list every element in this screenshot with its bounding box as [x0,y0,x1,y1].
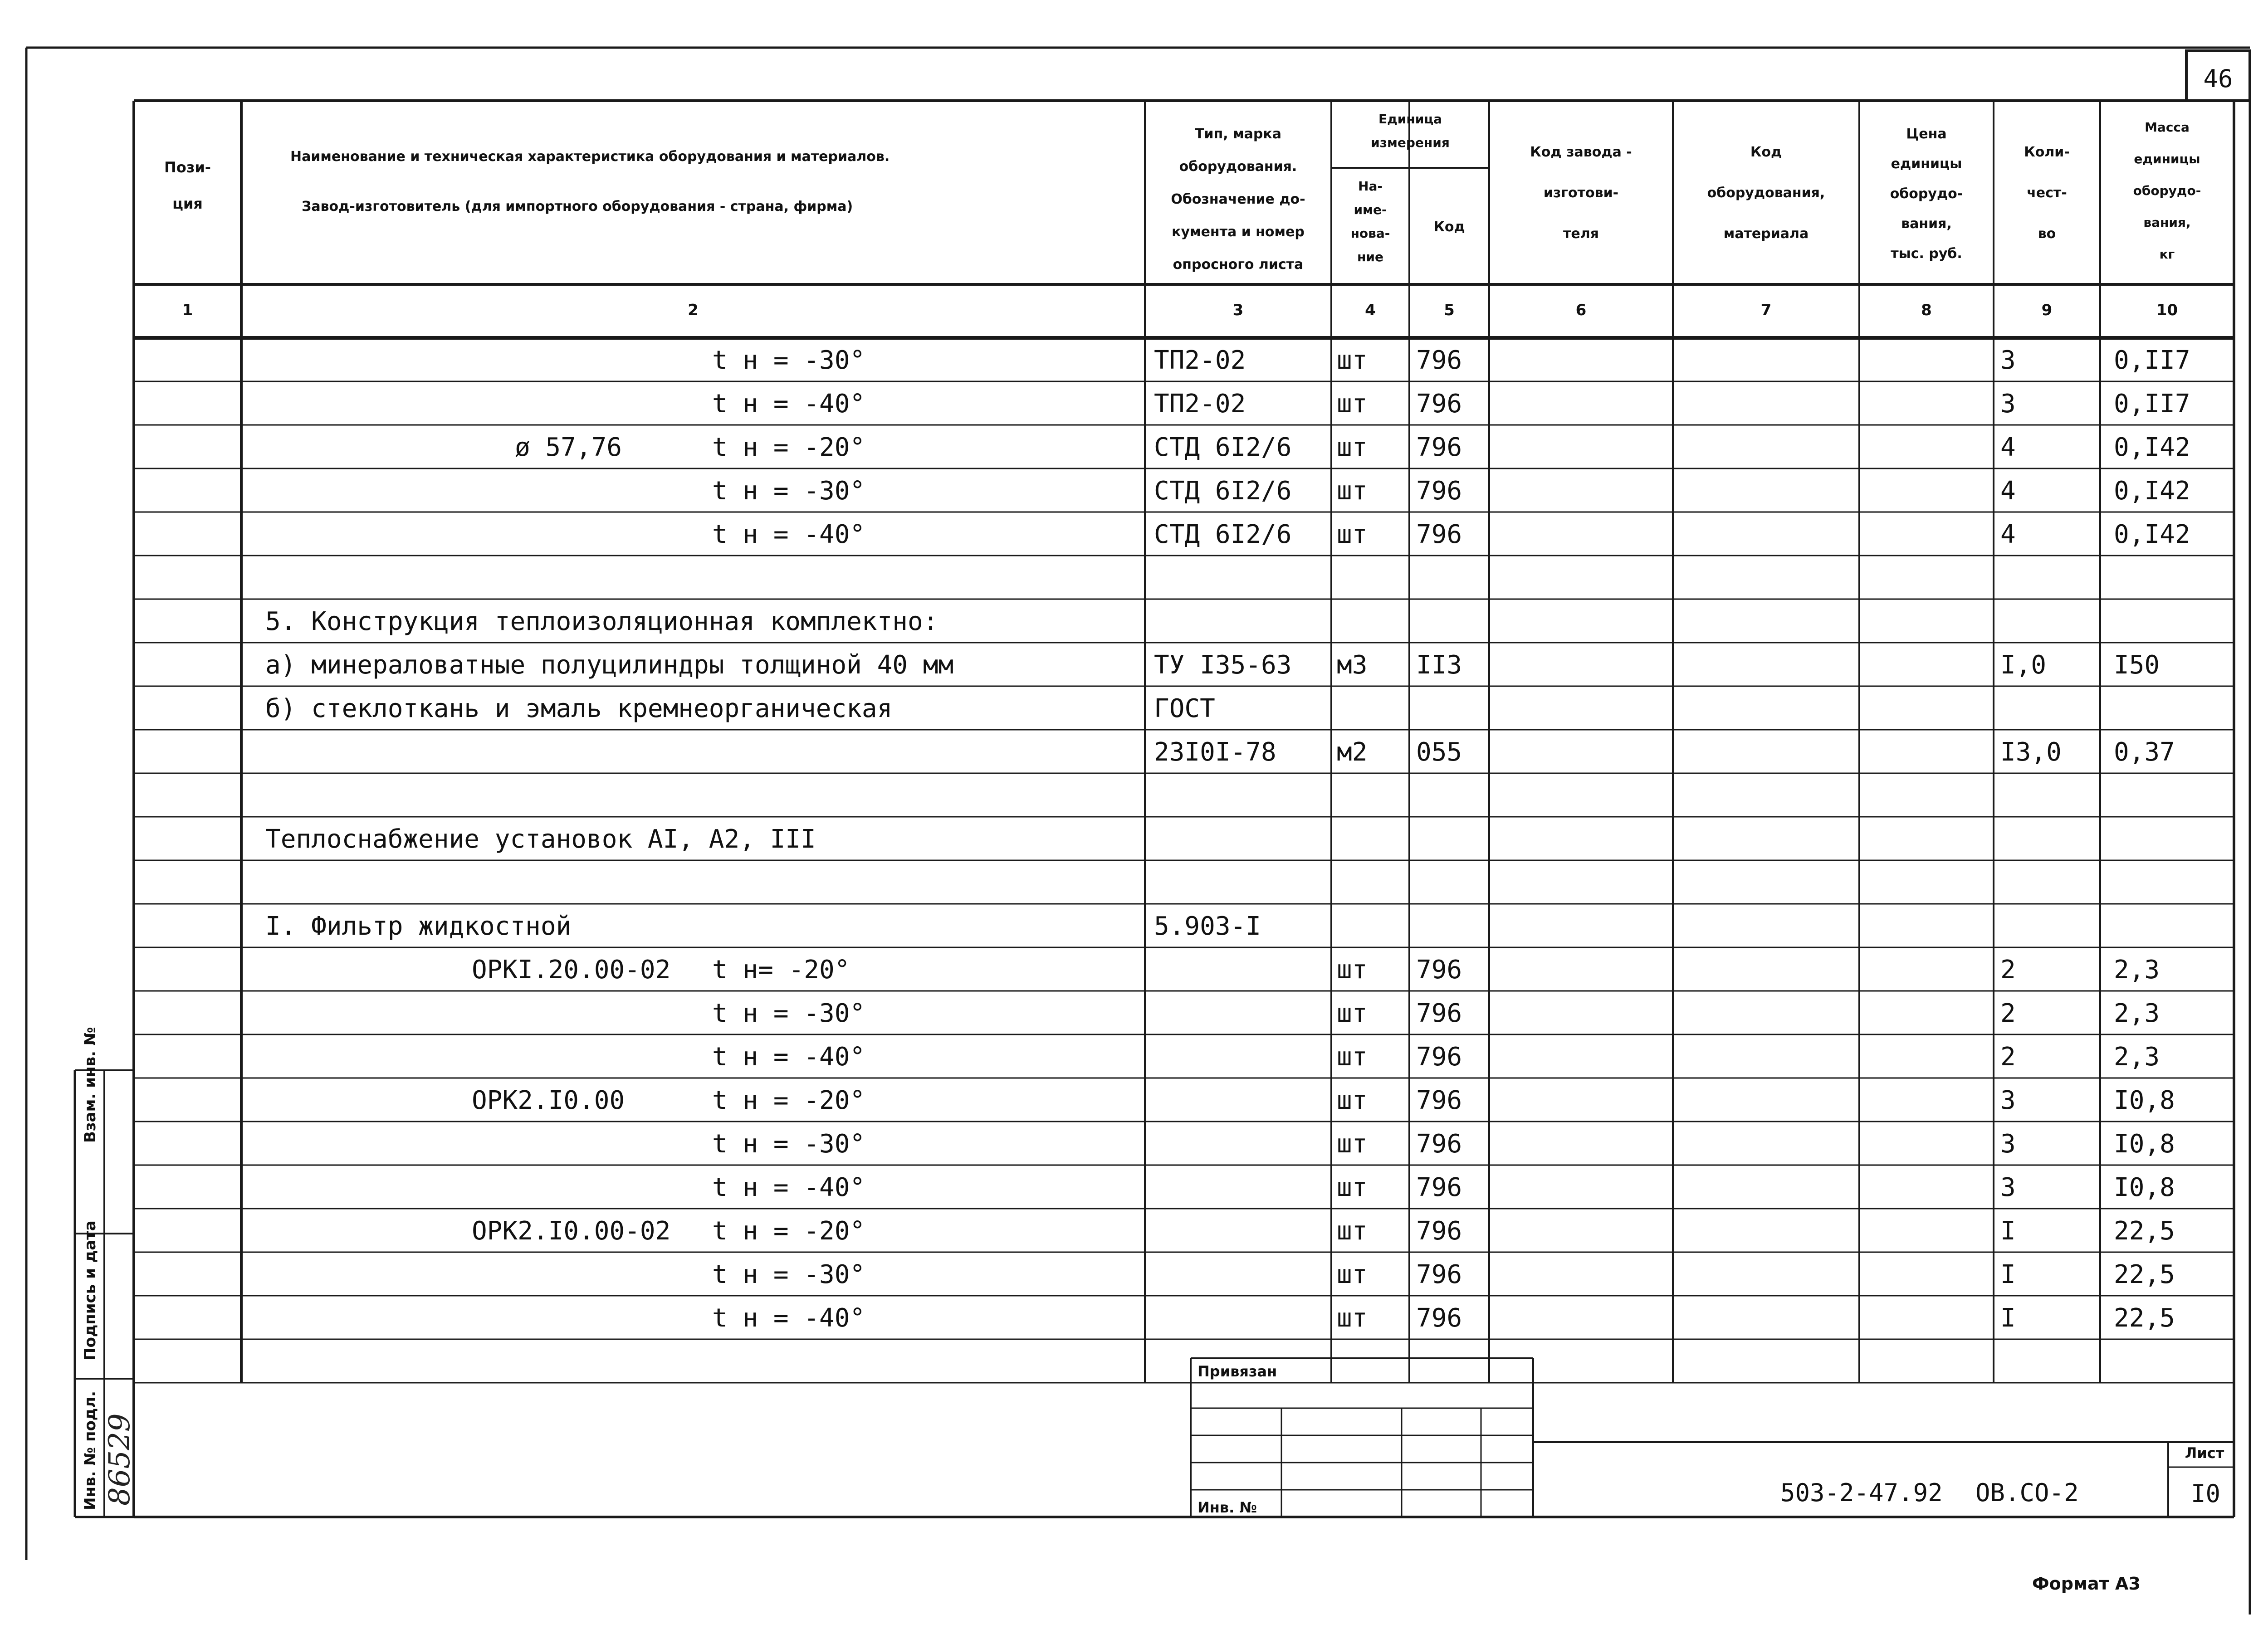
row-quantity: I [2000,1260,2016,1289]
row-name-temperature: t н = -30° [712,999,865,1028]
row-unit: шт [1337,520,1368,549]
hdr-col10-line: кг [2159,247,2175,262]
row-unit: шт [1337,1042,1368,1072]
row-mass: 0,II7 [2114,346,2190,375]
row-name-prefix: ОРК2.I0.00-02 [472,1216,671,1246]
row-type: 5.903-I [1154,912,1261,941]
column-number: 1 [182,301,193,319]
hdr-col7-line: материала [1723,226,1809,242]
row-type: СТД 6I2/6 [1154,520,1292,549]
hdr-col9-line: чест- [2027,185,2067,201]
row-unit-code: 796 [1416,520,1462,549]
hdr-col6-line: изготови- [1543,185,1619,201]
column-number: 7 [1760,301,1772,319]
row-name: 5. Конструкция теплоизоляционная комплектно: [265,607,938,636]
row-mass: 0,37 [2114,737,2175,767]
hdr-col6-line: теля [1563,226,1599,242]
row-name-prefix: ОРК2.I0.00 [472,1086,625,1115]
hdr-col3-line: кумента и номер [1172,224,1305,240]
table-row [1154,737,2175,767]
table-row [515,433,2190,462]
hdr-col1-line: ция [172,195,203,212]
row-name: Теплоснабжение установок AI, A2, III [265,824,816,854]
row-quantity: 3 [2000,346,2016,375]
row-type: ТП2-02 [1154,389,1246,419]
hdr-col10-line: Масса [2145,120,2190,135]
row-name-temperature: t н = -40° [712,1303,865,1333]
row-name-temperature: t н = -40° [712,520,865,549]
side-stamp-label-1: Взам. инв. № [81,1027,99,1143]
row-quantity: I [2000,1303,2016,1333]
hdr-col8-line: вания, [1901,216,1952,232]
row-mass: I0,8 [2114,1173,2175,1202]
row-name-temperature: t н = -30° [712,346,865,375]
row-type: СТД 6I2/6 [1154,433,1292,462]
document-mark: ОВ.СО-2 [1975,1478,2079,1507]
hdr-col4-line: нова- [1350,226,1390,241]
row-name-temperature: t н = -40° [712,1173,865,1202]
hdr-col7-line: оборудования, [1707,185,1825,201]
row-mass: 22,5 [2114,1260,2175,1289]
side-stamp-label-2: Подпись и дата [81,1220,99,1361]
table-row [712,1129,2175,1159]
row-unit-code: 796 [1416,955,1462,985]
row-type: СТД 6I2/6 [1154,476,1292,506]
table-row [712,346,2190,375]
table-body [265,346,2190,1333]
row-unit: шт [1337,999,1368,1028]
table-row [712,520,2190,549]
row-unit: шт [1337,1303,1368,1333]
table-row [265,912,1261,941]
row-quantity: 3 [2000,1173,2016,1202]
row-mass: 0,I42 [2114,476,2190,506]
hdr-col3-line: Тип, марка [1195,126,1281,142]
row-mass: 22,5 [2114,1303,2175,1333]
hdr-col5: Код [1433,219,1465,235]
row-mass: 0,I42 [2114,433,2190,462]
row-unit-code: 796 [1416,999,1462,1028]
sheet-number: I0 [2191,1479,2221,1508]
side-stamp-label-3: Инв. № подл. [81,1390,99,1510]
column-numbers [182,301,2178,319]
hdr-col2-line: Наименование и техническая характеристика оборудования и материалов. [290,149,890,165]
row-unit-code: 796 [1416,1216,1462,1246]
row-unit-code: 796 [1416,1042,1462,1072]
row-name-temperature: t н = -30° [712,476,865,506]
table-row [472,1086,2175,1115]
row-type: ТУ I35-63 [1154,650,1292,680]
row-type: ТП2-02 [1154,346,1246,375]
row-name-temperature: t н = -30° [712,1129,865,1159]
inventory-number: 86529 [103,1413,137,1506]
row-name-prefix: ОРКI.20.00-02 [472,955,671,985]
hdr-col10-line: единицы [2134,151,2200,166]
column-number: 6 [1575,301,1587,319]
row-quantity: I [2000,1216,2016,1246]
hdr-col3-line: оборудования. [1179,159,1297,175]
row-quantity: I,0 [2000,650,2047,680]
row-mass: 22,5 [2114,1216,2175,1246]
table-row [712,476,2190,506]
row-mass: 0,II7 [2114,389,2190,419]
hdr-col2-line: Завод-изготовитель (для импортного оборудования - страна, фирма) [302,199,853,215]
document-code: 503-2-47.92 [1780,1478,1943,1507]
format-label: Формат А3 [2032,1574,2141,1594]
table-row [712,1260,2175,1289]
row-unit: шт [1337,346,1368,375]
hdr-col4-line: На- [1358,179,1383,194]
row-quantity: 4 [2000,433,2016,462]
hdr-col3-line: Обозначение до- [1171,191,1305,207]
column-number: 5 [1444,301,1455,319]
hdr-col7-line: Код [1750,144,1782,160]
table-row [472,1216,2175,1246]
hdr-unit-group-line: измерения [1371,135,1450,150]
hdr-col4-line: име- [1354,202,1387,217]
row-unit-code: 796 [1416,389,1462,419]
row-unit-code: 796 [1416,1303,1462,1333]
row-quantity: 2 [2000,1042,2016,1072]
row-name-temperature: t н = -20° [712,1086,865,1115]
row-unit: шт [1337,1129,1368,1159]
table-row [712,999,2160,1028]
hdr-col9-line: во [2038,226,2056,242]
row-quantity: I3,0 [2000,737,2062,767]
row-quantity: 3 [2000,1086,2016,1115]
row-name-temperature: t н = -30° [712,1260,865,1289]
row-unit: м2 [1337,737,1368,767]
row-quantity: 3 [2000,1129,2016,1159]
row-quantity: 3 [2000,389,2016,419]
row-unit-code: 796 [1416,476,1462,506]
column-number: 4 [1365,301,1376,319]
row-name-temperature: t н= -20° [712,955,850,985]
row-unit: м3 [1337,650,1368,680]
hdr-col8-line: Цена [1906,126,1947,142]
row-quantity: 2 [2000,999,2016,1028]
hdr-col4-line: ние [1357,249,1383,264]
hdr-col6-line: Код завода - [1530,144,1632,160]
table-row [712,1042,2160,1072]
row-name-prefix: ø 57,76 [515,433,622,462]
column-number: 3 [1232,301,1244,319]
row-unit-code: 796 [1416,1173,1462,1202]
row-mass: 2,3 [2114,999,2160,1028]
row-name: а) минераловатные полуцилиндры толщиной 40 мм [265,650,954,680]
page-number [2186,51,2250,101]
row-type: 23I0I-78 [1154,737,1276,767]
row-unit: шт [1337,1173,1368,1202]
row-name-temperature: t н = -40° [712,1042,865,1072]
row-quantity: 4 [2000,476,2016,506]
title-block [1198,1363,2224,1516]
column-number: 8 [1921,301,1932,319]
row-unit-code: 796 [1416,433,1462,462]
hdr-col10-line: оборудо- [2133,183,2201,198]
table-row [265,650,2160,680]
row-name: б) стеклоткань и эмаль кремнеорганическая [265,694,893,723]
row-unit: шт [1337,1216,1368,1246]
row-mass: 2,3 [2114,1042,2160,1072]
side-stamp [81,1027,137,1510]
table-row [712,1173,2175,1202]
row-unit: шт [1337,476,1368,506]
row-unit-code: II3 [1416,650,1462,680]
row-name-temperature: t н = -20° [712,1216,865,1246]
row-name-temperature: t н = -20° [712,433,865,462]
row-name: I. Фильтр жидкостной [265,912,572,941]
row-unit: шт [1337,389,1368,419]
hdr-col8-line: оборудо- [1890,186,1963,202]
column-number: 2 [688,301,699,319]
table-row [472,955,2160,985]
hdr-col8-line: единицы [1891,156,1962,172]
row-unit-code: 796 [1416,346,1462,375]
hdr-col9-line: Коли- [2024,144,2070,160]
column-number: 10 [2156,301,2178,319]
sheet-label: Лист [2185,1444,2224,1462]
table-row [265,694,1215,723]
row-mass: I50 [2114,650,2160,680]
row-mass: I0,8 [2114,1086,2175,1115]
hdr-col8-line: тыс. руб. [1891,246,1962,262]
row-mass: I0,8 [2114,1129,2175,1159]
row-unit: шт [1337,433,1368,462]
table-row [265,607,938,636]
column-number: 9 [2041,301,2053,319]
row-quantity: 4 [2000,520,2016,549]
row-mass: 2,3 [2114,955,2160,985]
table-header [164,112,2201,273]
row-unit: шт [1337,1086,1368,1115]
inv-no-label: Инв. № [1198,1499,1257,1516]
hdr-col3-line: опросного листа [1173,257,1304,273]
row-unit: шт [1337,1260,1368,1289]
hdr-col10-line: вания, [2143,215,2191,230]
table-row [265,824,816,854]
row-quantity: 2 [2000,955,2016,985]
row-unit: шт [1337,955,1368,985]
hdr-col1-line: Пози- [164,159,211,176]
row-type: ГОСТ [1154,694,1215,723]
table-row [712,389,2190,419]
row-unit-code: 055 [1416,737,1462,767]
row-mass: 0,I42 [2114,520,2190,549]
row-name-temperature: t н = -40° [712,389,865,419]
page-number-text: 46 [2203,64,2233,93]
row-unit-code: 796 [1416,1086,1462,1115]
row-unit-code: 796 [1416,1260,1462,1289]
hdr-unit-group-line: Единица [1378,112,1442,127]
row-unit-code: 796 [1416,1129,1462,1159]
table-row [712,1303,2175,1333]
privyazan-label: Привязан [1198,1363,1277,1380]
